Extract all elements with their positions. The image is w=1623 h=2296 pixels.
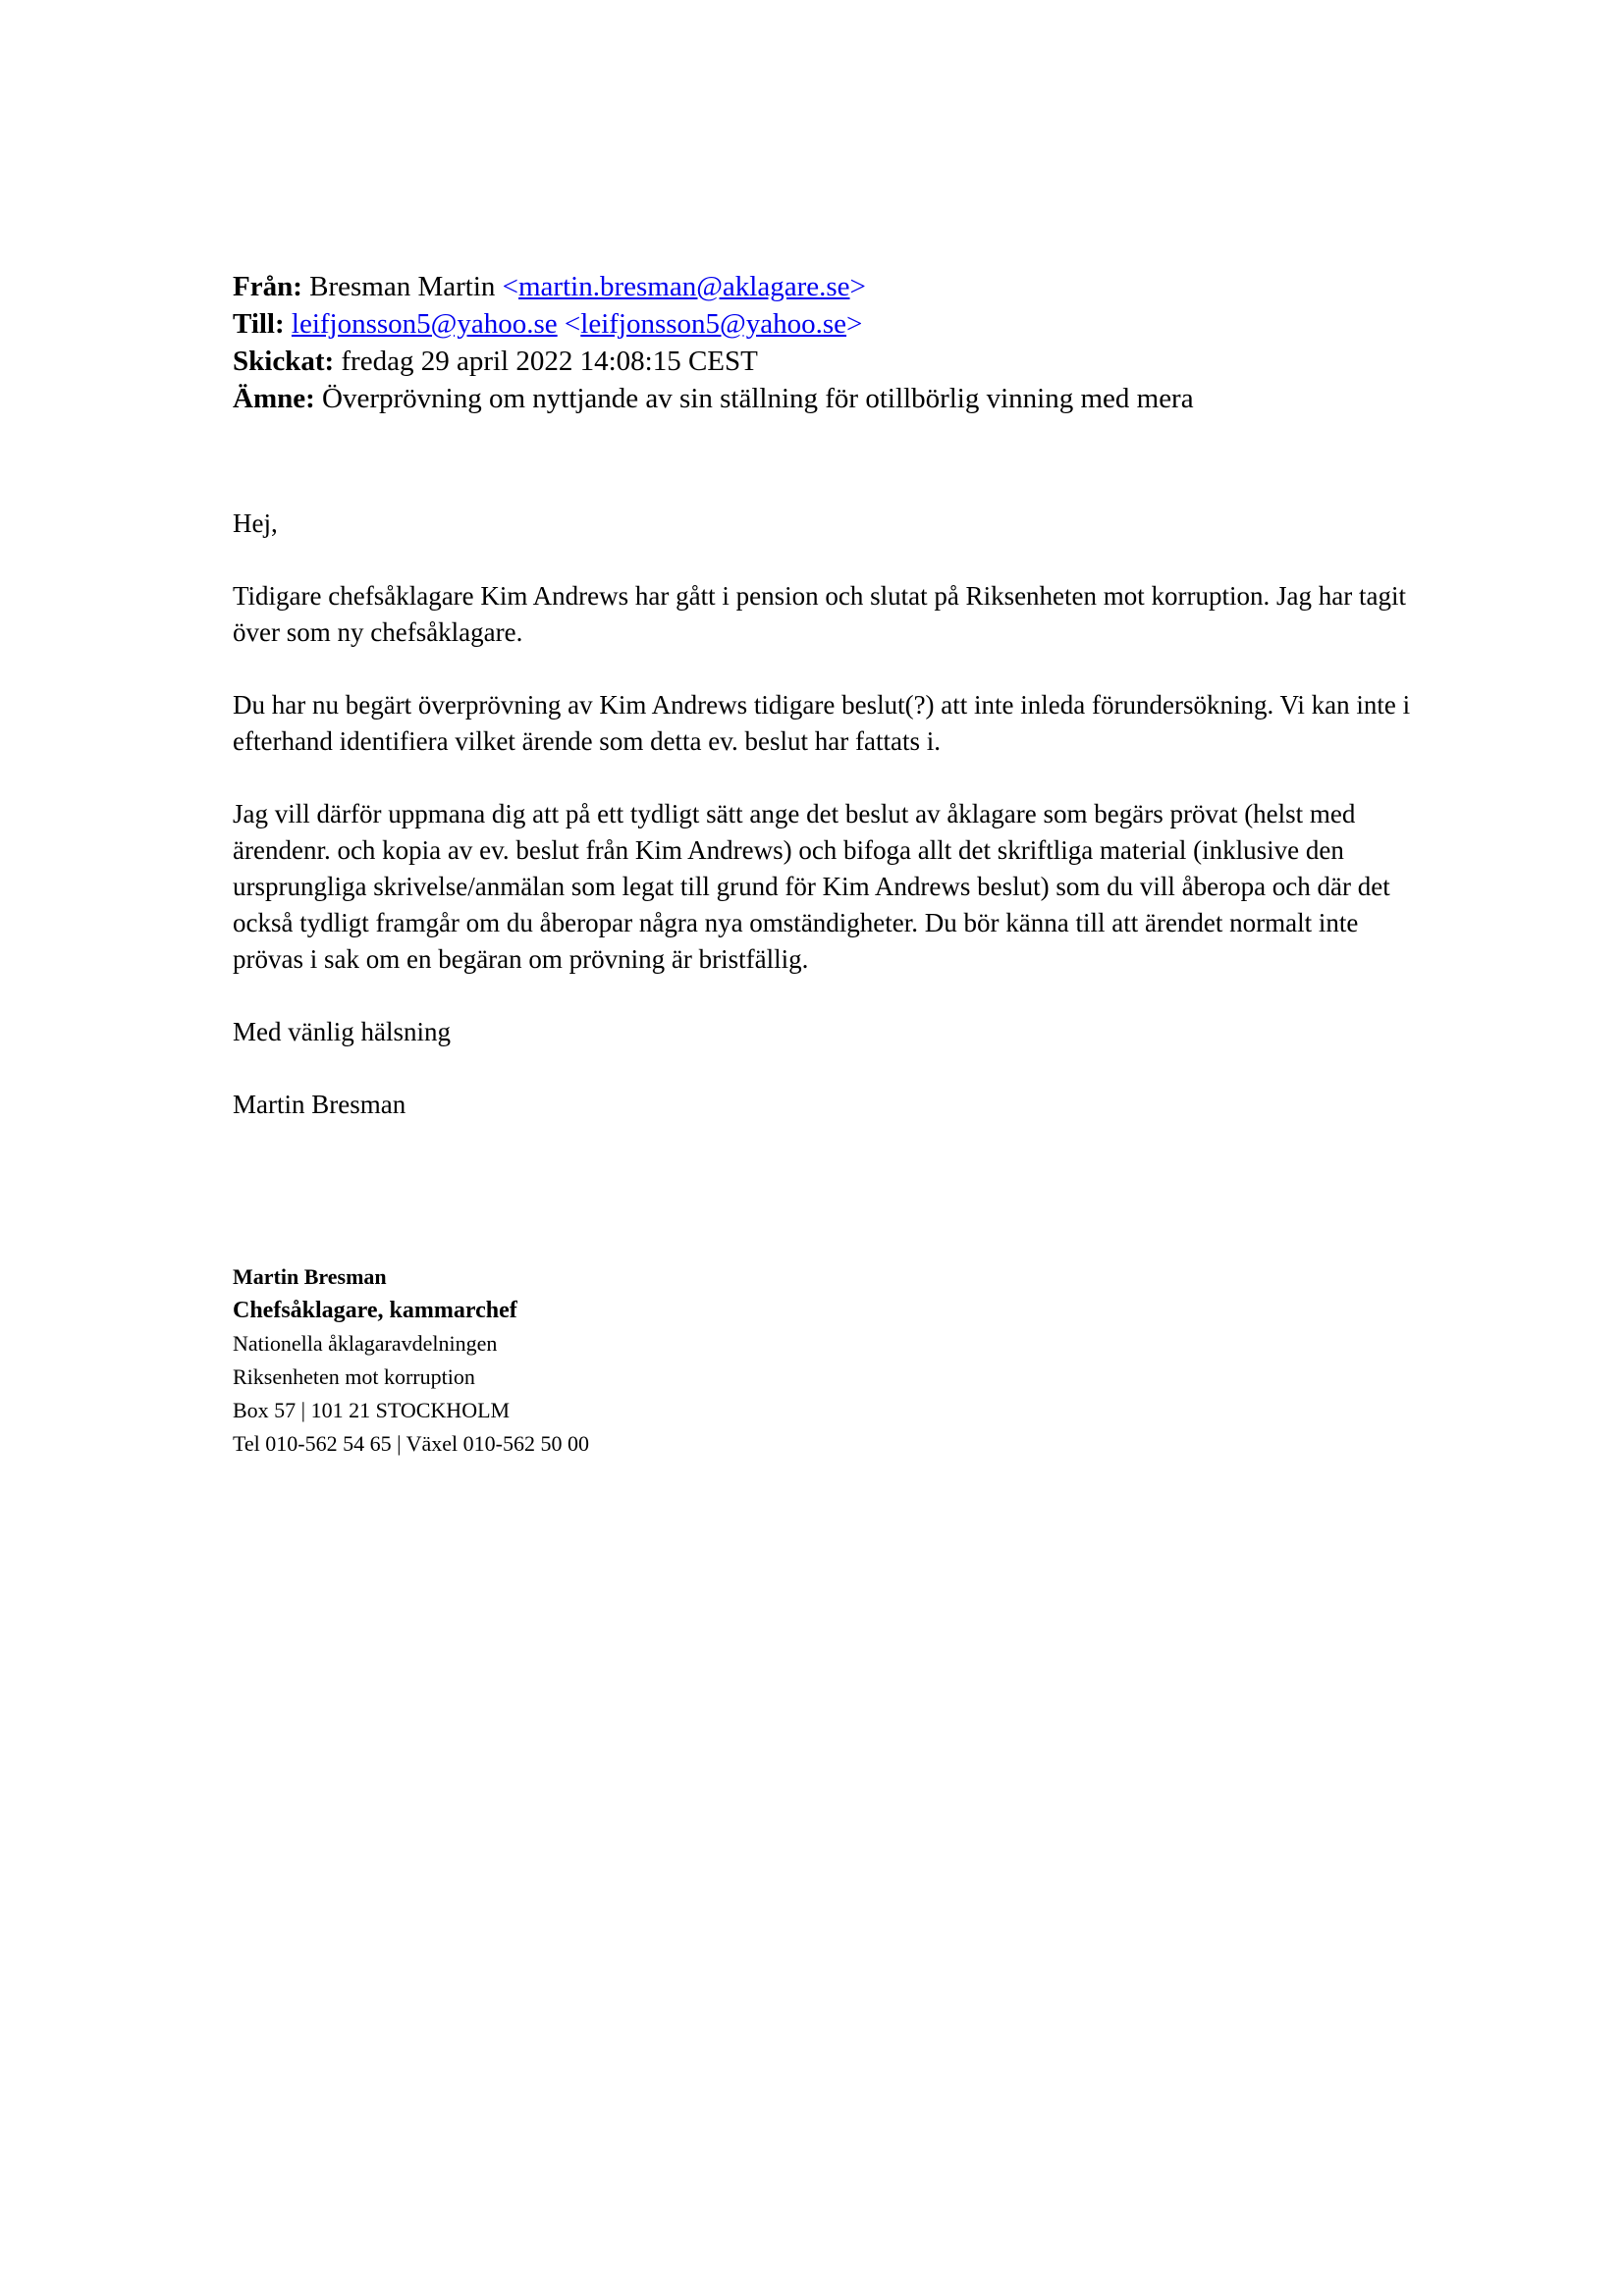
signature-phone: Tel 010-562 54 65 | Växel 010-562 50 00 (233, 1431, 589, 1456)
to-close-bracket: > (846, 308, 863, 340)
sent-label: Skickat: (233, 346, 335, 377)
body-paragraph-2: Du har nu begärt överprövning av Kim Andrews tidigare beslut(?) att inte inleda förundersökning. Vi kan inte i efterhand identifiera vilket ärende som detta ev. beslut har fattats i. (233, 690, 1411, 756)
email-header-block (233, 268, 1411, 417)
to-label: Till: (233, 308, 285, 340)
from-close-bracket: > (849, 271, 866, 302)
email-body (233, 506, 1411, 1461)
signature-block (233, 1260, 1411, 1461)
signature-department: Nationella åklagaravdelningen (233, 1331, 498, 1356)
from-email-link[interactable]: martin.bresman@aklagare.se (518, 271, 850, 302)
subject-label: Ämne: (233, 383, 315, 414)
to-email-link[interactable]: leifjonsson5@yahoo.se (291, 308, 558, 340)
body-paragraph-3: Jag vill därför uppmana dig att på ett tydligt sätt ange det beslut av åklagare som begärs prövat (helst med ärendenr. och kopia av ev. beslut från Kim Andrews) och bifoga allt det skriftliga material (inklusive den ursprungliga skrivelse/anmälan som legat till grund för Kim Andrews beslut) som du vill åberopa och där det också tydligt framgår om du åberopar några nya omständigheter. Du bör känna till att ärendet normalt inte prövas i sak om en begäran om prövning är bristfällig. (233, 799, 1390, 974)
greeting-text: Hej, (233, 508, 278, 538)
signature-address: Box 57 | 101 21 STOCKHOLM (233, 1398, 511, 1422)
signature-unit: Riksenheten mot korruption (233, 1364, 475, 1389)
closing-text: Med vänlig hälsning (233, 1017, 451, 1046)
signature-name: Martin Bresman (233, 1264, 387, 1289)
to-space (558, 308, 565, 340)
header-subject-line (233, 380, 1411, 417)
body-paragraph-1: Tidigare chefsåklagare Kim Andrews har gått i pension och slutat på Riksenheten mot korruption. Jag har tagit över som ny chefsåklagare. (233, 581, 1406, 647)
from-display-name: Bresman Martin (301, 271, 503, 302)
sent-value: fredag 29 april 2022 14:08:15 CEST (334, 346, 758, 377)
from-label: Från: (233, 271, 302, 302)
sender-name-text: Martin Bresman (233, 1090, 406, 1119)
to-email-link-2[interactable]: leifjonsson5@yahoo.se (580, 308, 847, 340)
subject-value: Överprövning om nyttjande av sin ställning för otillbörlig vinning med mera (314, 383, 1194, 414)
header-sent-line (233, 343, 1411, 380)
to-label-space (285, 308, 292, 340)
header-from-line (233, 268, 1411, 305)
from-open-bracket: < (502, 271, 518, 302)
to-open-bracket: < (564, 308, 581, 340)
header-to-line (233, 305, 1411, 343)
signature-title: Chefsåklagare, kammarchef (233, 1298, 517, 1323)
